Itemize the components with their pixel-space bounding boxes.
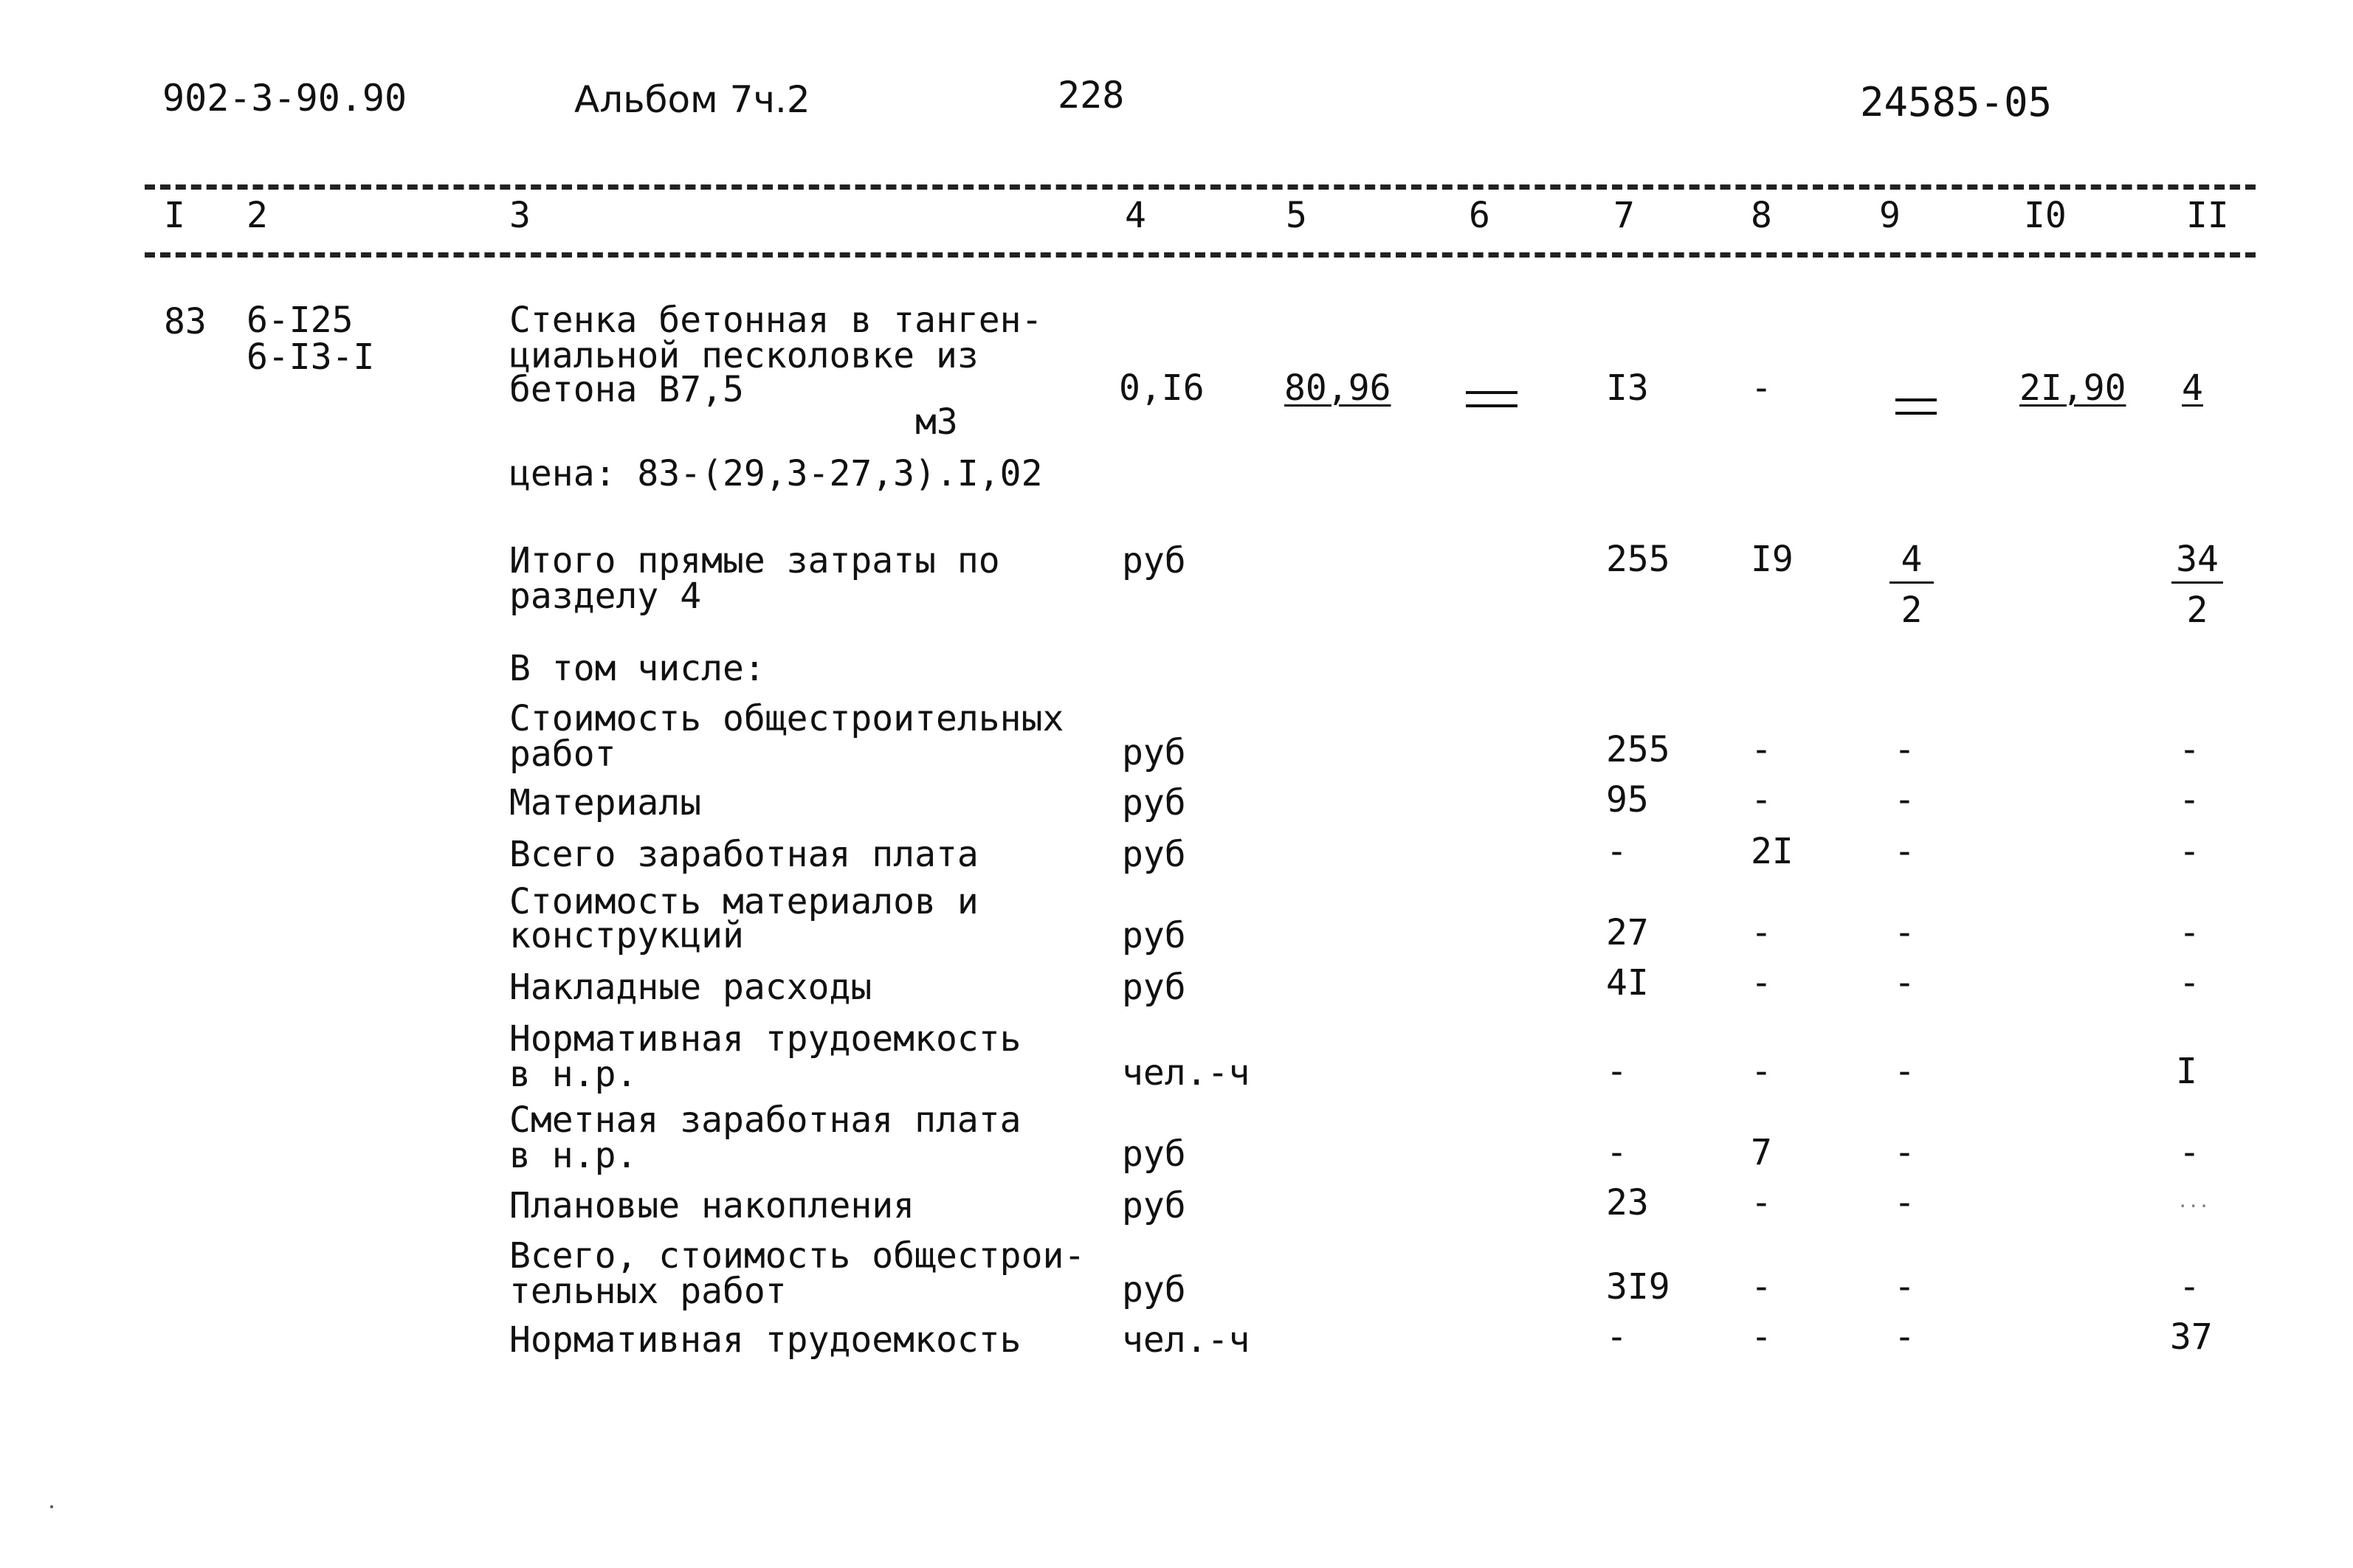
row-1-label-line-1: Стоимость общестроительных [509, 698, 1064, 739]
item-quantity: 0,I6 [1119, 367, 1205, 409]
row-10-column-7: - [1606, 1316, 1627, 1358]
row-5-column-11: - [2179, 962, 2200, 1004]
row-4-column-8: - [1751, 912, 1772, 953]
row-5-label: Накладные расходы [509, 967, 872, 1008]
column-header-8: 8 [1751, 195, 1772, 236]
item-description-line-1: Стенка бетонная в танген- [509, 300, 1043, 341]
row-8-column-8: - [1751, 1182, 1772, 1223]
column-header-6: 6 [1469, 195, 1490, 236]
row-3-column-11: - [2179, 831, 2200, 872]
row-1-column-7: 255 [1606, 729, 1670, 770]
row-10-unit: чел.-ч [1122, 1319, 1250, 1361]
row-4-unit: руб [1122, 915, 1186, 956]
row-4-column-9: - [1894, 912, 1915, 953]
row-8-unit: руб [1122, 1185, 1186, 1226]
column-header-2: 2 [247, 195, 268, 236]
row-5-column-9: - [1894, 962, 1915, 1004]
row-6-label-line-2: в н.р. [509, 1054, 638, 1095]
column-header-5: 5 [1286, 195, 1307, 236]
row-6-column-8: - [1751, 1051, 1772, 1092]
row-8-label: Плановые накопления [509, 1185, 915, 1226]
column-header-10: I0 [2024, 195, 2067, 236]
album-label: Альбом 7ч.2 [574, 78, 810, 121]
item-description-line-2: циальной песколовке из [509, 335, 979, 376]
row-7-column-9: - [1894, 1132, 1915, 1173]
row-10-column-8: - [1751, 1316, 1772, 1358]
row-7-unit: руб [1122, 1133, 1186, 1175]
inventory-number: 24585-05 [1860, 79, 2053, 125]
total-column-11-denominator: 2 [2186, 590, 2208, 631]
header-top-rule [145, 184, 2256, 190]
row-5-column-8: - [1751, 962, 1772, 1004]
row-2-label: Материалы [509, 782, 702, 823]
row-4-label-line-1: Стоимость материалов и [509, 881, 979, 922]
total-column-9-fraction [1889, 539, 1934, 631]
total-column-11-fraction [2171, 539, 2223, 631]
column-header-9: 9 [1879, 195, 1901, 236]
item-column-11: 4 [2182, 367, 2203, 409]
total-label-line-1: Итого прямые затраты по [509, 540, 1000, 581]
row-3-label: Всего заработная плата [509, 834, 979, 875]
page-number: 228 [1058, 74, 1125, 117]
item-column-7: I3 [1606, 367, 1649, 409]
row-7-label-line-1: Сметная заработная плата [509, 1099, 1022, 1141]
row-9-label-line-2: тельных работ [509, 1271, 787, 1312]
row-5-unit: руб [1122, 967, 1186, 1008]
document-code: 902-3-90.90 [162, 77, 407, 120]
header-bottom-rule [145, 252, 2256, 258]
item-price-formula: цена: 83-(29,3-27,3).I,02 [509, 453, 1043, 494]
row-3-unit: руб [1122, 834, 1186, 875]
total-column-9-denominator: 2 [1901, 590, 1923, 631]
item-code-2: 6-I3-I [247, 336, 375, 378]
item-column-8: - [1751, 367, 1772, 409]
item-column-10: 2I,90 [2019, 367, 2126, 409]
row-9-unit: руб [1122, 1269, 1186, 1310]
row-6-column-7: - [1606, 1051, 1627, 1092]
total-column-11-numerator: 34 [2171, 542, 2223, 584]
row-9-column-8: - [1751, 1266, 1772, 1308]
row-3-column-7: - [1606, 831, 1627, 872]
row-2-column-8: - [1751, 779, 1772, 821]
total-label-line-2: разделу 4 [509, 576, 702, 617]
row-2-column-9: - [1894, 779, 1915, 821]
item-column-5: 80,96 [1284, 367, 1391, 409]
row-1-column-11: - [2179, 729, 2200, 770]
column-header-3: 3 [509, 195, 531, 236]
row-2-unit: руб [1122, 782, 1186, 823]
row-8-column-9: - [1894, 1182, 1915, 1223]
row-4-column-11: - [2179, 912, 2200, 953]
row-6-unit: чел.-ч [1122, 1052, 1250, 1094]
row-1-column-8: - [1751, 729, 1772, 770]
row-7-column-7: - [1606, 1132, 1627, 1173]
column-header-7: 7 [1613, 195, 1635, 236]
row-6-label-line-1: Нормативная трудоемкость [509, 1018, 1022, 1060]
total-column-7: 255 [1606, 539, 1670, 580]
item-code-1: 6-I25 [247, 300, 354, 341]
row-8-column-11: ... [2177, 1191, 2210, 1212]
row-8-column-7: 23 [1606, 1182, 1649, 1223]
row-9-label-line-1: Всего, стоимость общестрои- [509, 1235, 1086, 1277]
including-heading: В том числе: [509, 648, 765, 689]
row-9-column-9: - [1894, 1266, 1915, 1308]
row-10-column-11: 37 [2170, 1316, 2213, 1358]
row-7-column-8: 7 [1751, 1132, 1772, 1173]
row-1-column-9: - [1894, 729, 1915, 770]
row-1-label-line-2: работ [509, 733, 616, 775]
item-description-line-3: бетона В7,5 [509, 369, 744, 410]
row-7-label-line-2: в н.р. [509, 1135, 638, 1176]
column-header-4: 4 [1125, 195, 1146, 236]
item-unit: м3 [915, 401, 958, 443]
row-7-column-11: - [2179, 1132, 2200, 1173]
column-header-1: I [164, 195, 185, 236]
row-10-label: Нормативная трудоемкость [509, 1319, 1022, 1361]
row-10-column-9: - [1894, 1316, 1915, 1358]
scan-speck [50, 1505, 53, 1508]
row-3-column-8: 2I [1751, 831, 1794, 872]
row-6-column-11: I [2176, 1051, 2197, 1092]
row-2-column-11: - [2179, 779, 2200, 821]
total-column-9-numerator: 4 [1889, 542, 1934, 584]
row-5-column-7: 4I [1606, 962, 1649, 1004]
row-9-column-7: 3I9 [1606, 1266, 1670, 1308]
total-column-8: I9 [1751, 539, 1794, 580]
item-number: 83 [164, 301, 207, 342]
row-2-column-7: 95 [1606, 779, 1649, 821]
row-6-column-9: - [1894, 1051, 1915, 1092]
row-4-label-line-2: конструкций [509, 915, 744, 956]
row-3-column-9: - [1894, 831, 1915, 872]
column-header-11: II [2186, 195, 2229, 236]
row-9-column-11: - [2179, 1266, 2200, 1308]
row-1-unit: руб [1122, 732, 1186, 773]
row-4-column-7: 27 [1606, 912, 1649, 953]
total-unit: руб [1122, 540, 1186, 581]
